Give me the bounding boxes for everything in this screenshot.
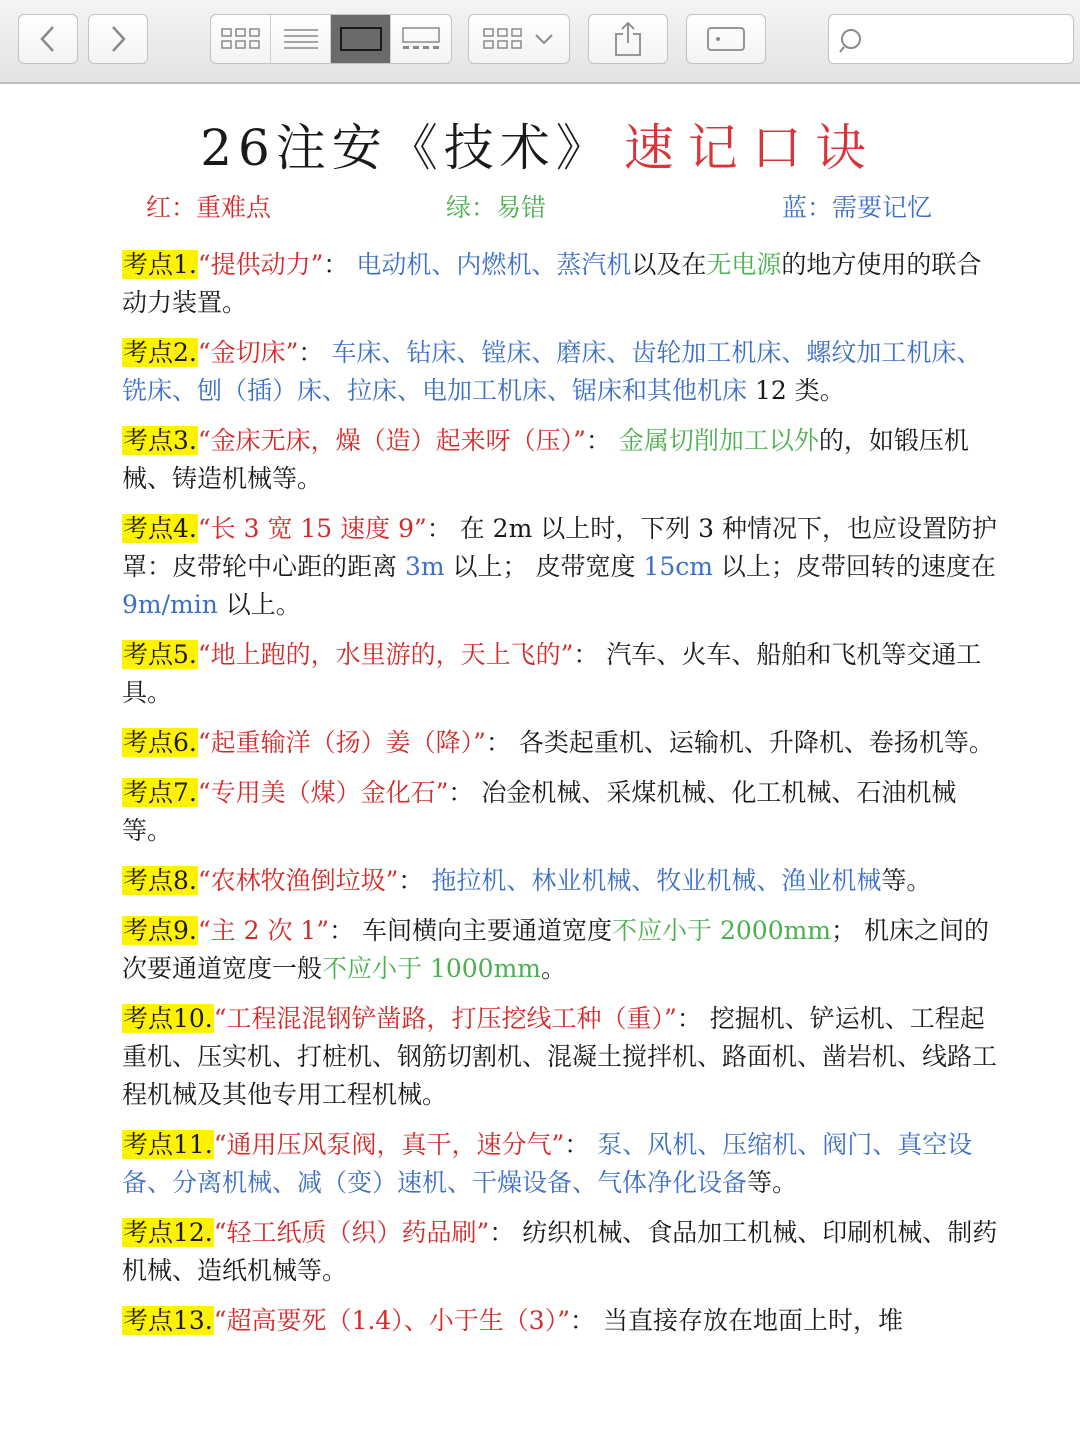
view-mode-group: [210, 14, 452, 64]
list-item: [122, 1214, 1002, 1290]
exam-point-text: 泵、风机、压缩机、阀门、真空设备、分离机械、减（变）速机、干燥设备、气体净化设备: [122, 1130, 973, 1197]
list-item: [122, 774, 1002, 850]
exam-point-text: 15cm: [643, 552, 713, 581]
exam-point-label: 考点11.: [123, 1130, 213, 1159]
exam-point-text: ：: [398, 866, 432, 895]
exam-point-text: 车床、钻床、镗床、磨床、齿轮加工机床、螺纹加工机床、铣床、刨（插）床、拉床、电加工机床、锯床和其他机床: [122, 338, 982, 405]
list-view-icon: [283, 27, 319, 51]
exam-point-text: ： 纺织机械、食品加工机械、印刷机械、制药机械、造纸机械等。: [122, 1218, 998, 1285]
exam-point-text: 以上；皮带回转的速度在: [712, 552, 996, 581]
exam-point-text: “长 3 宽 15 速度 9”: [197, 514, 427, 543]
exam-point-text: “起重输洋（扬）姜（降）”: [197, 728, 486, 757]
list-item: [122, 422, 1002, 498]
exam-point-label: 考点13.: [123, 1306, 213, 1335]
exam-point-text: 3m: [404, 552, 445, 581]
search-field[interactable]: [828, 14, 1074, 64]
list-item: [122, 510, 1002, 624]
chevron-left-icon: [38, 24, 58, 54]
exam-point-text: “金切床”: [197, 338, 299, 367]
exam-point-label: 考点3.: [123, 426, 197, 455]
exam-point-text: 9m/min: [122, 590, 218, 619]
exam-point-text: ： 冶金机械、采煤机械、化工机械、石油机械等。: [122, 778, 957, 845]
title-main: 26注安《技术》: [200, 119, 612, 177]
list-item: [122, 912, 1002, 988]
exam-point-label: 考点12.: [123, 1218, 213, 1247]
exam-point-text: ； 机床之间的次要通道宽度一般: [122, 916, 989, 983]
exam-point-label: 考点10.: [123, 1004, 213, 1033]
list-item: [122, 334, 1002, 410]
exam-point-text: ：: [298, 338, 332, 367]
list-item: [122, 1126, 1002, 1202]
tag-icon: [706, 25, 746, 53]
exam-point-text: ：: [585, 426, 619, 455]
search-icon: [839, 27, 867, 55]
exam-point-text: “超高要死（1.4）、小于生（3）”: [213, 1306, 570, 1335]
exam-point-text: 电动机、内燃机、蒸汽机: [356, 250, 632, 279]
exam-point-text: “主 2 次 1”: [197, 916, 330, 945]
single-page-view-button[interactable]: [331, 15, 391, 63]
viewer-toolbar: [0, 0, 1080, 84]
legend-green: 绿：易错: [446, 193, 547, 222]
exam-point-text: 不应小于 2000mm: [612, 916, 832, 945]
chevron-down-icon: [533, 32, 555, 46]
exam-point-text: “通用压风泵阀，真干，速分气”: [213, 1130, 565, 1159]
document-page: [0, 86, 1080, 1440]
search-input[interactable]: [877, 23, 1067, 55]
exam-point-text: “工程混混钢铲凿路，打压挖线工种（重）”: [213, 1004, 677, 1033]
exam-point-text: “提供动力”: [197, 250, 324, 279]
list-item: [122, 724, 1002, 762]
legend-red: 红：重难点: [146, 193, 272, 222]
exam-point-text: “专用美（煤）金化石”: [197, 778, 449, 807]
exam-point-text: 的，如锻压机械、铸造机械等。: [122, 426, 969, 493]
exam-point-text: 拖拉机、林业机械、牧业机械、渔业机械: [431, 866, 882, 895]
grid-view-icon: [221, 27, 261, 51]
single-page-view-icon: [339, 25, 383, 53]
exam-point-label: 考点2.: [123, 338, 197, 367]
title-accent: 速记口诀: [623, 119, 880, 177]
exam-point-label: 考点5.: [123, 640, 197, 669]
share-button[interactable]: [588, 14, 668, 64]
filmstrip-view-button[interactable]: [391, 15, 451, 63]
exam-point-text: 无电源: [706, 250, 782, 279]
exam-point-text: 以及在: [631, 250, 707, 279]
chevron-right-icon: [108, 24, 128, 54]
exam-point-text: 12 类。: [747, 376, 845, 405]
page-title: [0, 108, 1080, 180]
exam-points-list: [122, 246, 1002, 1352]
exam-point-label: 考点9.: [123, 916, 197, 945]
exam-point-text: ： 挖掘机、铲运机、工程起重机、压实机、打桩机、钢筋切割机、混凝土搅拌机、路面机、凿岩机、线路工程机械及其他专用工程机械。: [122, 1004, 998, 1109]
exam-point-text: ： 在 2m 以上时，下列 3 种情况下，也应设置防护罩：皮带轮中心距的距离: [122, 514, 998, 581]
exam-point-text: 。: [541, 954, 567, 983]
exam-point-label: 考点8.: [123, 866, 197, 895]
exam-point-text: “金床无床，燥（造）起来呀（压）”: [197, 426, 586, 455]
legend-blue: 蓝：需要记忆: [782, 193, 933, 222]
list-item: [122, 862, 1002, 900]
exam-point-text: “农林牧渔倒垃圾”: [197, 866, 399, 895]
exam-point-label: 考点1.: [123, 250, 197, 279]
back-button[interactable]: [18, 14, 78, 64]
list-item: [122, 1000, 1002, 1114]
share-icon: [613, 21, 643, 57]
exam-point-text: “地上跑的，水里游的，天上飞的”: [197, 640, 574, 669]
exam-point-text: 等。: [881, 866, 932, 895]
exam-point-text: ：: [564, 1130, 598, 1159]
exam-point-text: ： 汽车、火车、船舶和飞机等交通工具。: [122, 640, 982, 707]
exam-point-text: 以上； 皮带宽度: [444, 552, 644, 581]
exam-point-text: “轻工纸质（织）药品刷”: [213, 1218, 490, 1247]
exam-point-text: ： 当直接存放在地面上时，堆: [570, 1306, 903, 1335]
exam-point-label: 考点7.: [123, 778, 197, 807]
tag-button[interactable]: [686, 14, 766, 64]
list-item: [122, 246, 1002, 322]
grid-menu-icon: [483, 27, 523, 51]
exam-point-text: 不应小于 1000mm: [322, 954, 541, 983]
exam-point-label: 考点6.: [123, 728, 197, 757]
group-menu-button[interactable]: [468, 14, 570, 64]
exam-point-text: 以上。: [217, 590, 301, 619]
exam-point-text: 的地方使用的联合动力装置。: [122, 250, 982, 317]
exam-point-text: 金属切削加工以外: [618, 426, 819, 455]
list-item: [122, 636, 1002, 712]
exam-point-text: ： 各类起重机、运输机、升降机、卷扬机等。: [485, 728, 994, 757]
grid-view-button[interactable]: [211, 15, 271, 63]
exam-point-text: 等。: [747, 1168, 798, 1197]
exam-point-label: 考点4.: [123, 514, 197, 543]
exam-point-text: ： 车间横向主要通道宽度: [329, 916, 613, 945]
forward-button[interactable]: [88, 14, 148, 64]
list-item: [122, 1302, 1002, 1340]
list-view-button[interactable]: [271, 15, 331, 63]
filmstrip-view-icon: [401, 26, 441, 52]
exam-point-text: ：: [323, 250, 357, 279]
